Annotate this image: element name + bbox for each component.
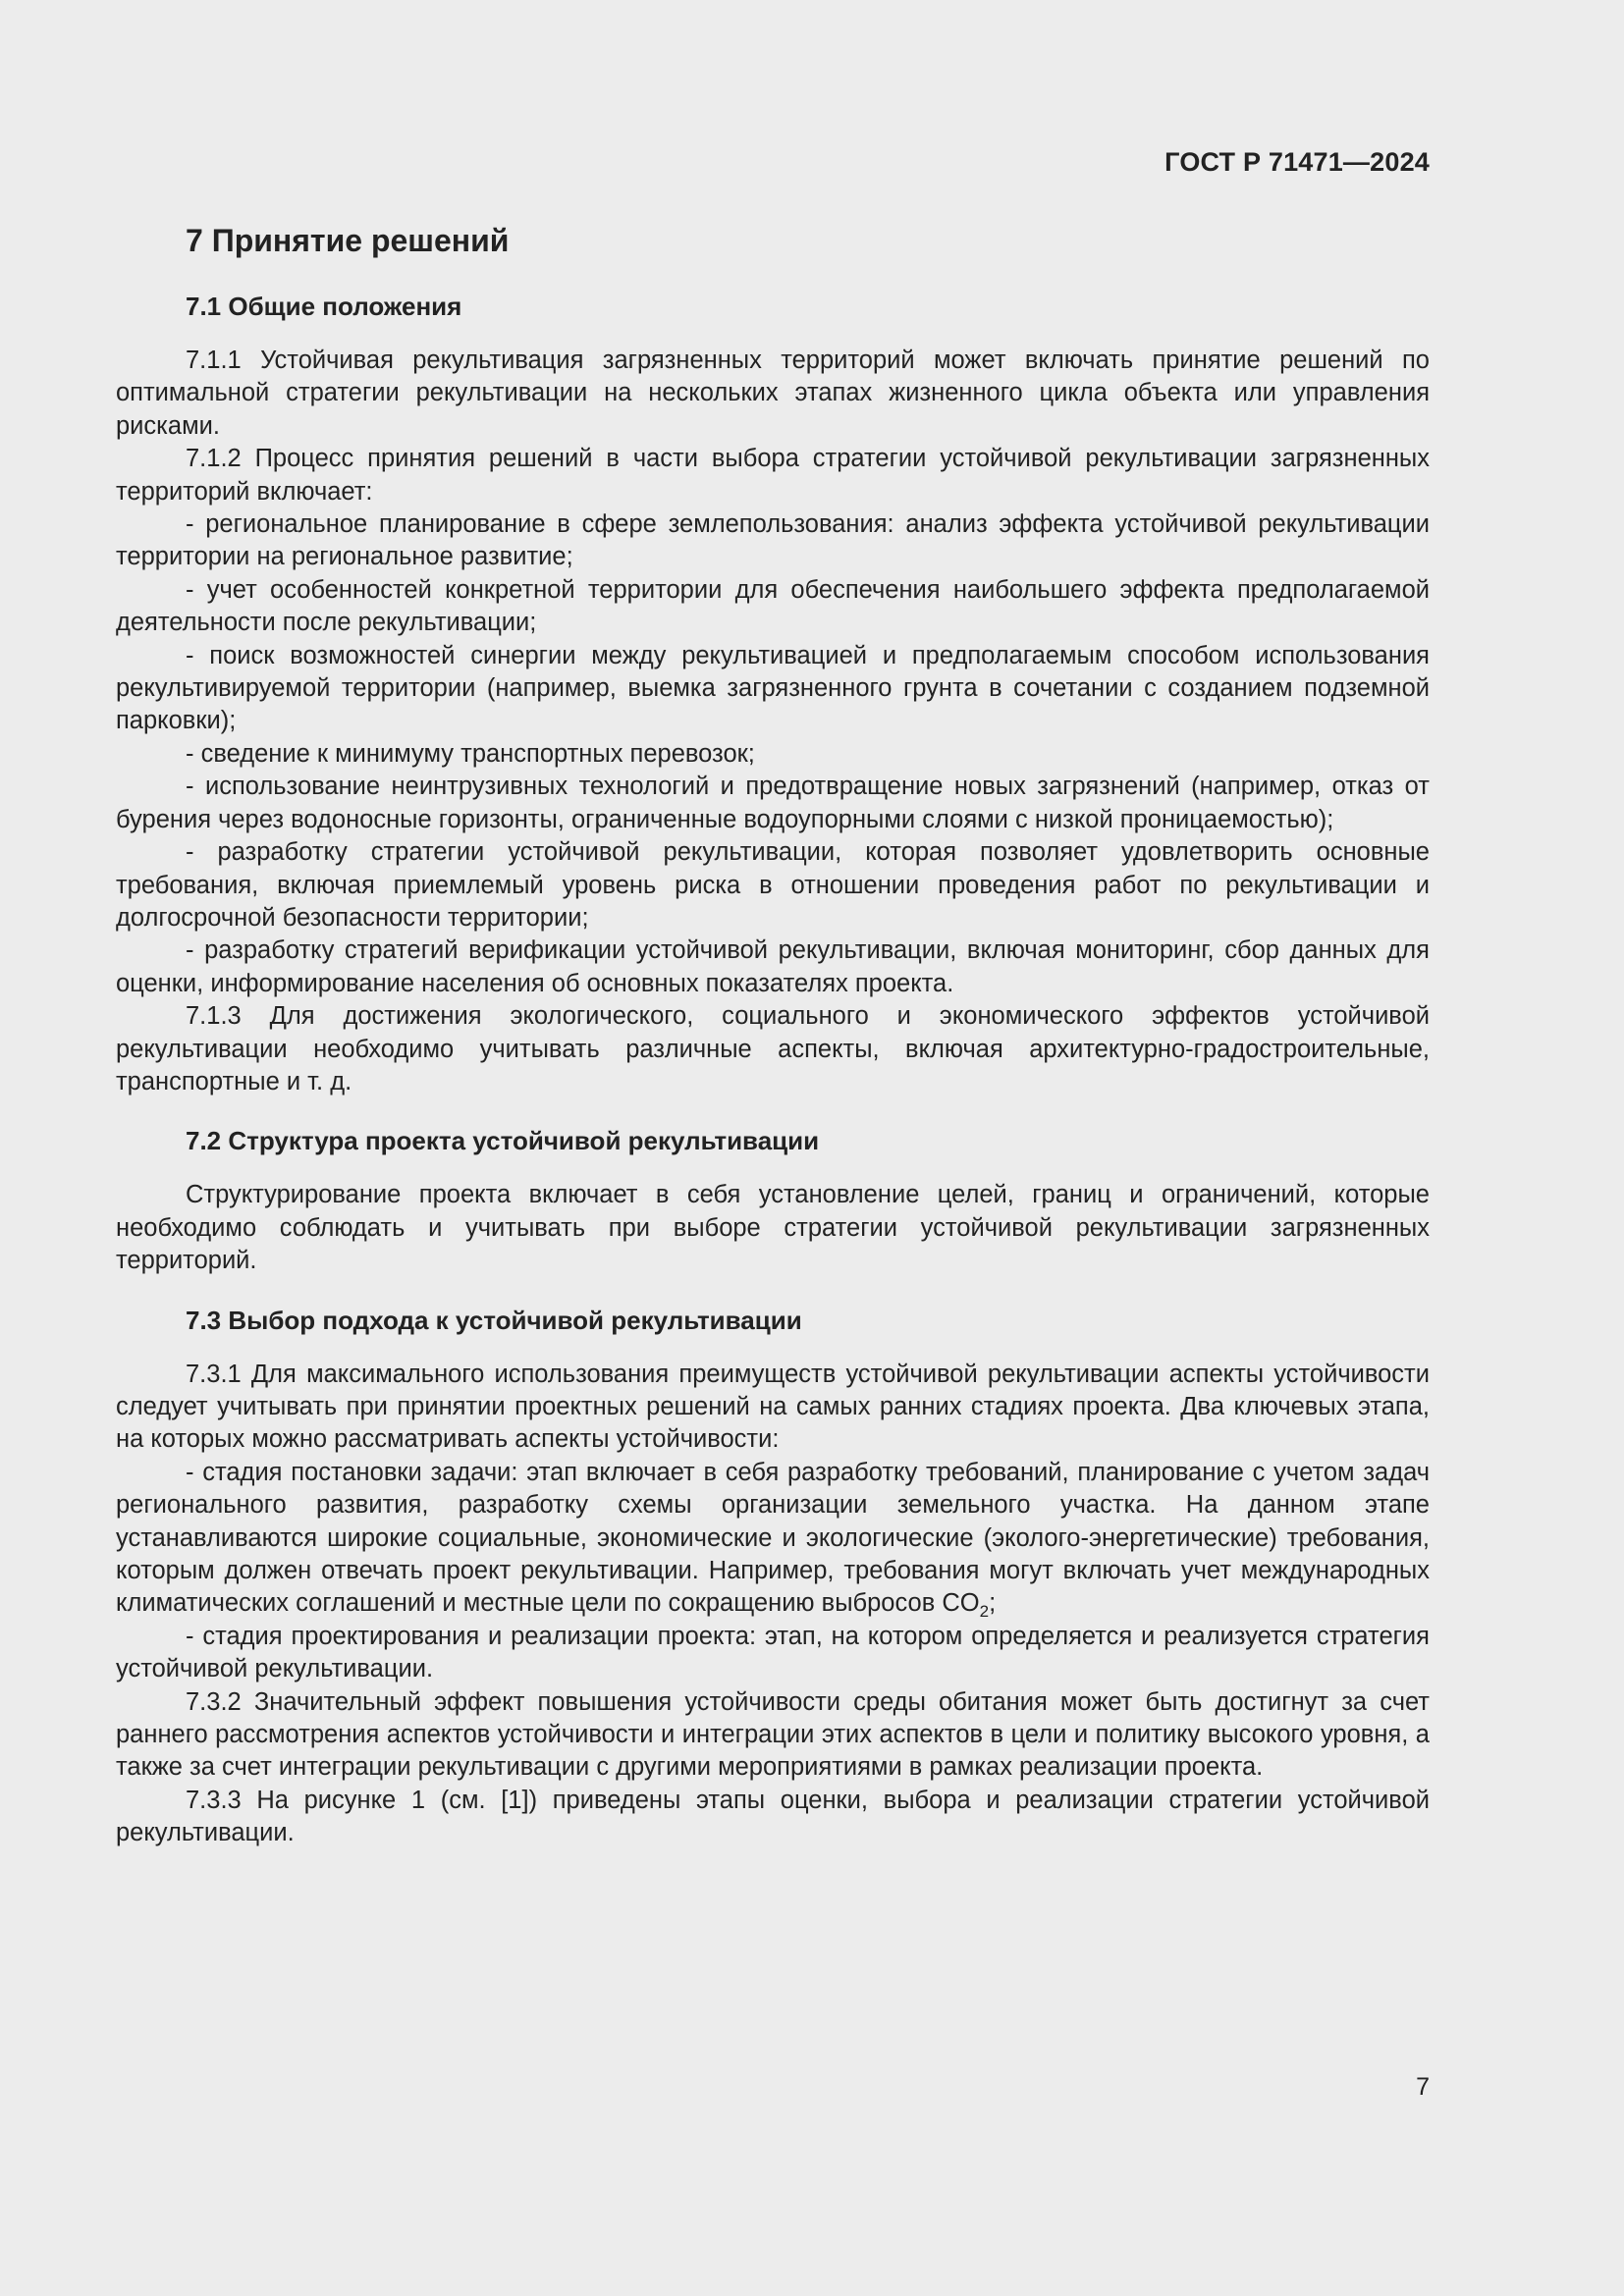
paragraph-7-1-2: 7.1.2 Процесс принятия решений в части выбора стратегии устойчивой рекультивации загрязненных территорий включает: — [116, 445, 1430, 506]
paragraph-7-1-1: 7.1.1 Устойчивая рекультивация загрязненных территорий может включать принятие решений по оптимальной стратегии рекультивации на нескольких этапах жизненного цикла объекта или управления рисками. — [116, 347, 1430, 440]
list-item: - региональное планирование в сфере землепользования: анализ эффекта устойчивой рекультивации территории на региональное развитие; — [116, 510, 1430, 571]
document-code: ГОСТ Р 71471—2024 — [1164, 147, 1430, 177]
paragraph-7-3-2: 7.3.2 Значительный эффект повышения устойчивости среды обитания может быть достигнут за счет раннего рассмотрения аспектов устойчивости и интеграции этих аспектов в цели и политику высокого уровня, а также за счет интеграции рекультивации с другими мероприятиями в рамках реализации проекта. — [116, 1687, 1430, 1782]
list-item: - поиск возможностей синергии между рекультивацией и предполагаемым способом использования рекультивируемой территории (например, выемка загрязненного грунта в сочетании с созданием подземной парковки); — [116, 641, 1430, 735]
list-item: - учет особенностей конкретной территории для обеспечения наибольшего эффекта предполагаемой деятельности после рекультивации; — [116, 575, 1430, 637]
paragraph-7-3-1: 7.3.1 Для максимального использования преимуществ устойчивой рекультивации аспекты устойчивости следует учитывать при принятии проектных решений на самых ранних стадиях проекта. Два ключевых этапа, на которых можно рассматривать аспекты устойчивости: — [116, 1360, 1430, 1454]
paragraph-7-2: Структурирование проекта включает в себя установление целей, границ и ограничений, которые необходимо соблюдать и учитывать при выборе стратегии устойчивой рекультивации загрязненных территорий. — [116, 1181, 1430, 1275]
paragraph-7-1-3: 7.1.3 Для достижения экологического, социального и экономического эффектов устойчивой рекультивации необходимо учитывать различные аспекты, включая архитектурно-градостроительные, транспортные и т. д. — [116, 1002, 1430, 1095]
page-content — [116, 221, 1430, 1850]
section-title-7-1: 7.1 Общие положения — [186, 292, 462, 321]
page-number: 7 — [1416, 2073, 1430, 2101]
section-title-7-3: 7.3 Выбор подхода к устойчивой рекультивации — [186, 1305, 802, 1335]
list-item: - сведение к минимуму транспортных перевозок; — [186, 739, 755, 768]
list-item-co2 — [116, 1457, 1430, 1621]
list-item: - использование неинтрузивных технологий и предотвращение новых загрязнений (например, отказ от бурения через водоносные горизонты, ограниченные водоупорными слоями с низкой проницаемостью); — [116, 773, 1430, 833]
list-item-tail: ; — [989, 1589, 997, 1618]
list-item: - стадия проектирования и реализации проекта: этап, на котором определяется и реализуется стратегия устойчивой рекультивации. — [116, 1622, 1430, 1683]
chapter-title: 7 Принятие решений — [186, 223, 510, 258]
co2-subscript: 2 — [979, 1602, 990, 1622]
section-title-7-2: 7.2 Структура проекта устойчивой рекультивации — [186, 1126, 820, 1156]
list-item: - разработку стратегии устойчивой рекультивации, которая позволяет удовлетворить основные требования, включая приемлемый уровень риска в отношении проведения работ по рекультивации и долгосрочной безопасности территории; — [116, 838, 1430, 932]
list-item: - разработку стратегий верификации устойчивой рекультивации, включая мониторинг, сбор данных для оценки, информирование населения об основных показателях проекта. — [116, 936, 1430, 997]
paragraph-7-3-3: 7.3.3 На рисунке 1 (см. [1]) приведены этапы оценки, выбора и реализации стратегии устойчивой рекультивации. — [116, 1786, 1430, 1847]
list-item-text: - стадия постановки задачи: этап включает в себя разработку требований, планирование с учетом задач регионального развития, разработку схемы организации земельного участка. На данном этапе устанавливаются широкие социальные, экономические и экологические (эколого-энергетические) требования, которым должен отвечать проект рекультивации. Например, требования могут включать учет международных климатических соглашений и местные цели по сокращению выбросов CO — [116, 1458, 1430, 1618]
